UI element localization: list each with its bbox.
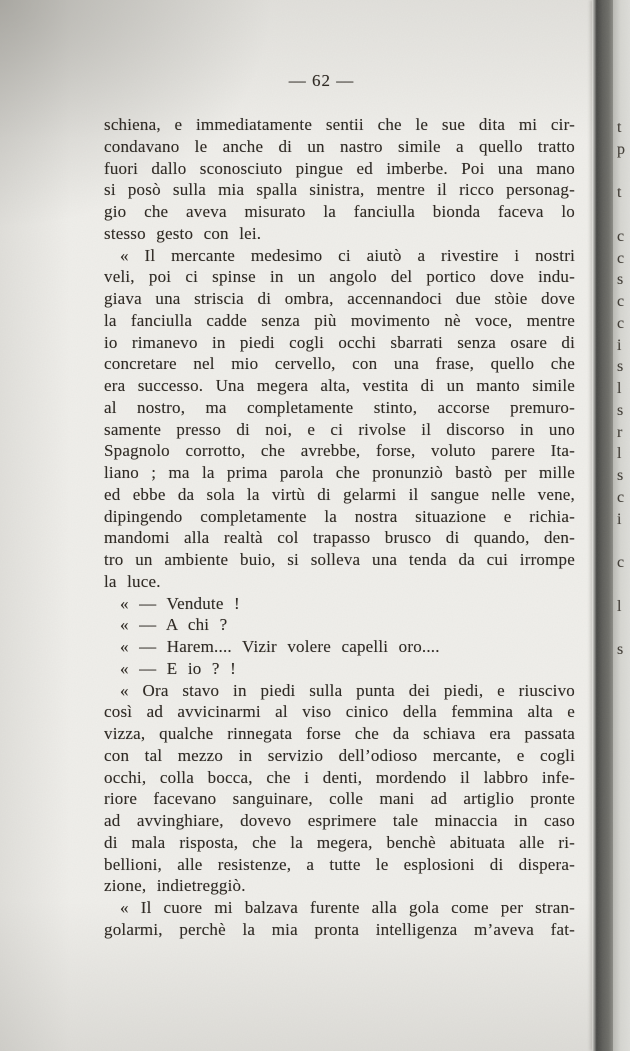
text-line: al nostro, ma completamente stinto, accorse premuro- bbox=[104, 397, 575, 417]
page-content bbox=[104, 70, 575, 941]
edge-letter bbox=[617, 204, 630, 226]
edge-letter: i bbox=[617, 510, 622, 528]
text-line: dipingendo completamente la nostra situazione e richia- bbox=[104, 506, 575, 526]
text-line: riore facevano sanguinare, colle mani ad artiglio pronte bbox=[104, 789, 575, 809]
edge-letter: c bbox=[617, 488, 625, 506]
edge-letter bbox=[617, 530, 630, 552]
text-line: tro un ambiente buio, si solleva una tenda da cui irrompe bbox=[104, 550, 575, 569]
text-line: veli, poi ci spinse in un angolo del portico dove indu- bbox=[104, 267, 575, 287]
text-line: la luce. bbox=[104, 571, 161, 591]
edge-letter: c bbox=[617, 314, 625, 332]
edge-letter: l bbox=[617, 597, 622, 615]
text-line: occhi, colla bocca, che i denti, mordendo il labbro infe- bbox=[104, 767, 575, 787]
text-line: fuori dallo sconosciuto pingue ed imberbe. Poi una mano bbox=[104, 158, 575, 178]
text-line: mandomi alla realtà col trapasso brusco di quando, den- bbox=[104, 528, 575, 548]
text-line: con tal mezzo in servizio dell’odioso mercante, e cogli bbox=[104, 745, 575, 765]
edge-letter: s bbox=[617, 271, 624, 289]
text-line: era successo. Una megera alta, vestita di un manto simile bbox=[104, 376, 575, 395]
text-line: stesso gesto con lei. bbox=[104, 223, 262, 243]
edge-letter bbox=[617, 617, 630, 639]
edge-letter: s bbox=[617, 401, 624, 419]
text-line: zione, indietreggiò. bbox=[104, 876, 246, 896]
edge-letter: c bbox=[617, 554, 625, 571]
adjacent-page-partial-letters bbox=[617, 117, 630, 661]
edge-letter: s bbox=[617, 467, 624, 484]
edge-letter: c bbox=[617, 293, 625, 310]
text-line: vizza, qualche rinnegata forse che da schiava era passata bbox=[104, 724, 575, 743]
page-gutter-shadow bbox=[592, 0, 613, 1051]
edge-letter: l bbox=[617, 380, 622, 397]
text-line: « Il cuore mi balzava furente alla gola come per stran- bbox=[120, 898, 575, 917]
edge-letter: s bbox=[617, 641, 624, 658]
text-line: giava una striscia di ombra, accennandoci due stòie dove bbox=[104, 289, 575, 308]
text-line: liano ; ma la prima parola che pronunziò bastò per mille bbox=[104, 463, 575, 482]
text-line: condavano le anche di un nastro simile a quello tratto bbox=[104, 136, 575, 156]
text-line: « Il mercante medesimo ci aiutò a rivestire i nostri bbox=[120, 245, 575, 265]
text-line: così ad avvicinarmi al viso cinico della femmina alta e bbox=[104, 702, 575, 722]
edge-letter: r bbox=[617, 423, 623, 441]
edge-letter bbox=[617, 574, 630, 596]
page-number-header: — 62 — bbox=[288, 71, 355, 90]
edge-letter: p bbox=[617, 140, 625, 158]
text-line: di mala risposta, che la megera, benchè abituata alle ri- bbox=[104, 832, 575, 852]
edge-letter bbox=[617, 161, 630, 183]
text-line: « — Harem.... Vizir volere capelli oro.... bbox=[120, 637, 440, 656]
text-line: samente presso di noi, e ci rivolse il discorso in uno bbox=[104, 419, 575, 439]
text-line: golarmi, perchè la mia pronta intelligenza m’aveva fat- bbox=[104, 919, 575, 939]
text-line: Spagnolo corrotto, che avrebbe, forse, voluto parere Ita- bbox=[104, 441, 575, 461]
edge-letter: s bbox=[617, 358, 624, 376]
text-line: concretare nel mio cervello, con una frase, quello che bbox=[104, 354, 575, 374]
edge-letter: t bbox=[617, 119, 622, 136]
edge-letter: c bbox=[617, 249, 625, 267]
text-line: io rimanevo in piedi cogli occhi sbarrati senza osare di bbox=[104, 332, 575, 352]
body-text-column bbox=[104, 114, 575, 941]
text-line: « Ora stavo in piedi sulla punta dei piedi, e riuscivo bbox=[120, 680, 575, 700]
text-line: « — A chi ? bbox=[120, 615, 228, 635]
text-line: si posò sulla mia spalla sinistra, mentre il ricco personag- bbox=[104, 180, 575, 200]
text-line: ad avvinghiare, dovevo esprimere tale minaccia in caso bbox=[104, 811, 575, 830]
text-line: « — Vendute ! bbox=[120, 593, 240, 613]
text-line: schiena, e immediatamente sentii che le sue dita mi cir- bbox=[104, 115, 575, 134]
edge-letter: c bbox=[617, 227, 625, 245]
text-line: gio che aveva misurato la fanciulla bionda faceva lo bbox=[104, 202, 575, 221]
text-line: « — E io ? ! bbox=[120, 658, 236, 678]
text-line: la fanciulla cadde senza più movimento nè voce, mentre bbox=[104, 310, 575, 330]
text-line: bellioni, alle resistenze, a tutte le esplosioni di dispera- bbox=[104, 854, 575, 874]
edge-letter: t bbox=[617, 184, 622, 202]
edge-letter: i bbox=[617, 336, 622, 354]
edge-letter: l bbox=[617, 445, 622, 463]
text-line: ed ebbe da sola la virtù di gelarmi il sangue nelle vene, bbox=[104, 484, 575, 504]
